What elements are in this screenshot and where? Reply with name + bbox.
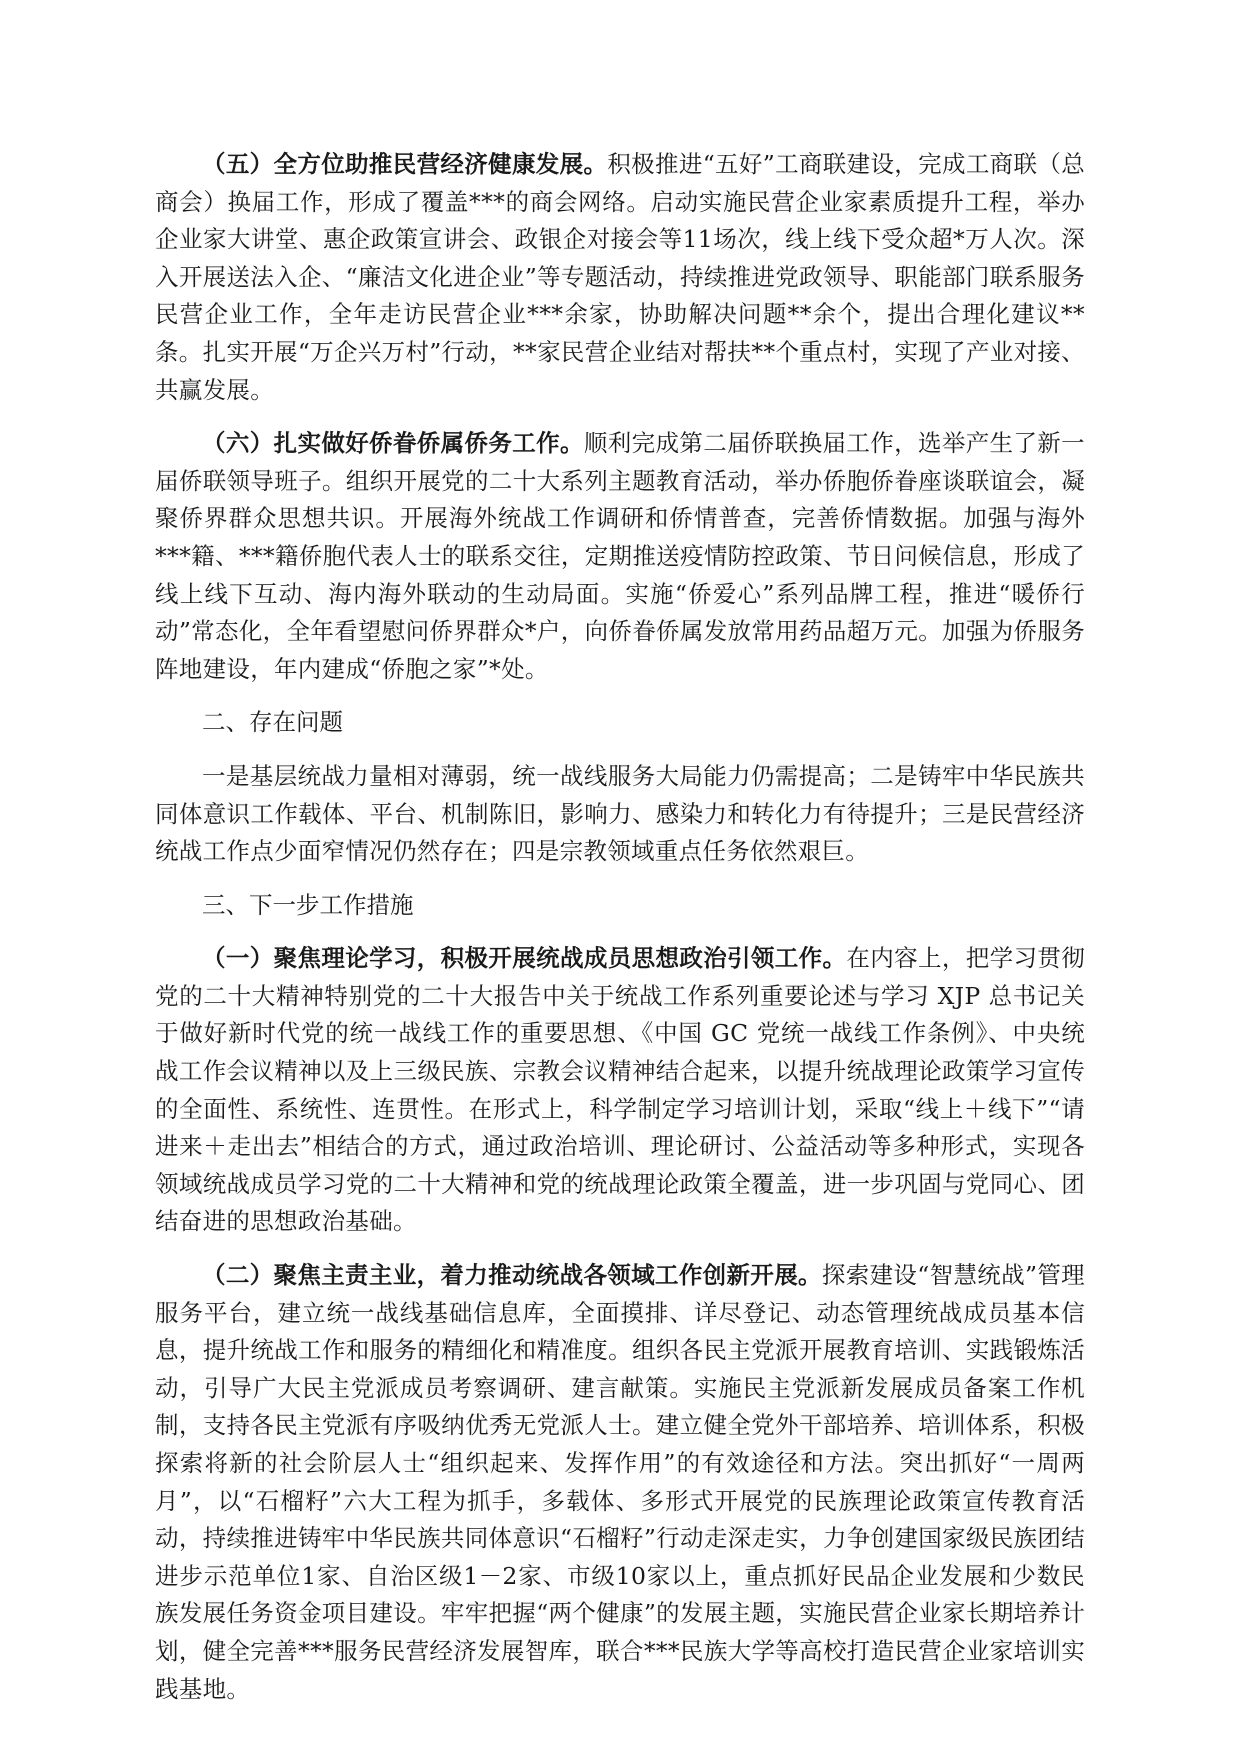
paragraph-text: 顺利完成第二届侨联换届工作，选举产生了新一届侨联领导班子。组织开展党的二十大系列主题教育活动，举办侨胞侨眷座谈联谊会，凝聚侨界群众思想共识。开展海外统战工作调研和侨情普查，完善侨情数据。加强与海外***籍、***籍侨胞代表人士的联系交往，定期推送疫情防控政策、节日问候信息，形成了线上线下互动、海内海外联动的生动局面。实施“侨爱心”系列品牌工程，推进“暖侨行动”常态化，全年看望慰问侨界群众*户，向侨眷侨属发放常用药品超万元。加强为侨服务阵地建设，年内建成“侨胞之家”*处。 <box>155 429 1085 683</box>
document-body <box>155 146 1085 1724</box>
section-heading-next-steps: 三、下一步工作措施 <box>202 890 414 919</box>
paragraph-problems <box>155 758 1085 871</box>
paragraph-text: 探索建设“智慧统战”管理服务平台，建立统一战线基础信息库，全面摸排、详尽登记、动态管理统战成员基本信息，提升统战工作和服务的精细化和精准度。组织各民主党派开展教育培训、实践锻炼活动，引导广大民主党派成员考察调研、建言献策。实施民主党派新发展成员备案工作机制，支持各民主党派有序吸纳优秀无党派人士。建立健全党外干部培养、培训体系，积极探索将新的社会阶层人士“组织起来、发挥作用”的有效途径和方法。突出抓好“一周两月”，以“石榴籽”六大工程为抓手，多载体、多形式开展党的民族理论政策宣传教育活动，持续推进铸牢中华民族共同体意识“石榴籽”行动走深走实，力争创建国家级民族团结进步示范单位1家、自治区级1－2家、市级10家以上，重点抓好民品企业发展和少数民族发展任务资金项目建设。牢牢把握“两个健康”的发展主题，实施民营企业家长期培养计划，健全完善***服务民营经济发展智库，联合***民族大学等高校打造民营企业家培训实践基地。 <box>155 1261 1085 1703</box>
paragraph-text: 一是基层统战力量相对薄弱，统一战线服务大局能力仍需提高；二是铸牢中华民族共同体意识工作载体、平台、机制陈旧，影响力、感染力和转化力有待提升；三是民营经济统战工作点少面窄情况仍然存在；四是宗教领域重点任务依然艰巨。 <box>155 761 1085 866</box>
paragraph-overseas-chinese <box>155 425 1085 688</box>
paragraph-text: 积极推进“五好”工商联建设，完成工商联（总商会）换届工作，形成了覆盖***的商会网络。启动实施民营企业家素质提升工程，举办企业家大讲堂、惠企政策宣讲会、政银企对接会等11场次，线上线下受众超*万人次。深入开展送法入企、“廉洁文化进企业”等专题活动，持续推进党政领导、职能部门联系服务民营企业工作，全年走访民营企业***余家，协助解决问题**余个，提出合理化建议**条。扎实开展“万企兴万村”行动，**家民营企业结对帮扶**个重点村，实现了产业对接、共赢发展。 <box>155 150 1085 404</box>
paragraph-text: 在内容上，把学习贯彻党的二十大精神特别党的二十大报告中关于统战工作系列重要论述与学习 XJP 总书记关于做好新时代党的统一战线工作的重要思想、《中国 GC 党统一战线工作条例》、中央统战工作会议精神以及上三级民族、宗教会议精神结合起来，以提升统战理论政策学习宣传的全面性、系统性、连贯性。在形式上，科学制定学习培训计划，采取“线上＋线下”“请进来＋走出去”相结合的方式，通过政治培训、理论研讨、公益活动等多种形式，实现各领域统战成员学习党的二十大精神和党的统战理论政策全覆盖，进一步巩固与党同心、团结奋进的思想政治基础。 <box>155 944 1086 1236</box>
paragraph-private-economy <box>155 146 1085 409</box>
paragraph-lead: （一）聚焦理论学习，积极开展统战成员思想政治引领工作。 <box>202 944 847 973</box>
paragraph-lead: （六）扎实做好侨眷侨属侨务工作。 <box>202 429 584 458</box>
paragraph-theory-study <box>155 940 1085 1241</box>
section-heading-problems: 二、存在问题 <box>202 708 343 737</box>
paragraph-lead: （二）聚焦主责主业，着力推动统战各领域工作创新开展。 <box>202 1261 822 1290</box>
paragraph-core-duties <box>155 1257 1085 1708</box>
paragraph-lead: （五）全方位助推民营经济健康发展。 <box>202 150 608 178</box>
